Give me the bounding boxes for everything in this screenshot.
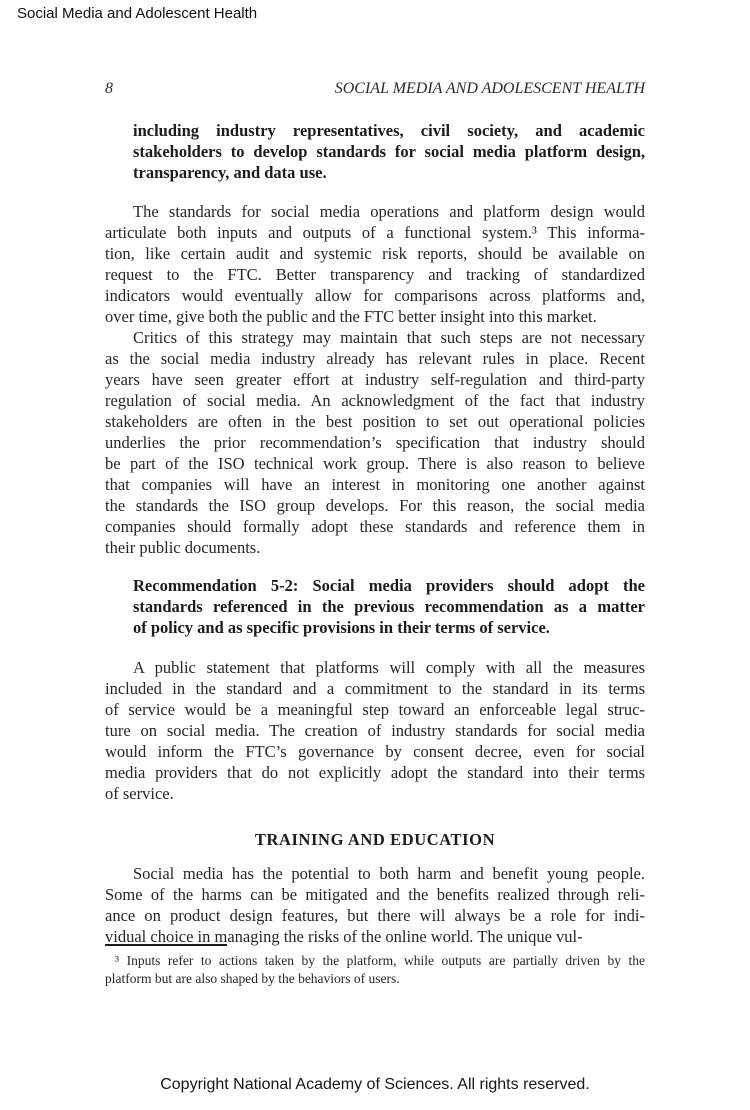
text-line: articulate both inputs and outputs of a functional system.³ This informa- — [105, 223, 645, 242]
recommendation-5-2 — [133, 575, 645, 638]
text-line: over time, give both the public and the FTC better insight into this market. — [105, 307, 597, 326]
text-line: would inform the FTC’s governance by consent decree, even for social — [105, 742, 645, 761]
section-heading-training-and-education: TRAINING AND EDUCATION — [254, 830, 496, 849]
page-number: 8 — [105, 80, 113, 97]
text-line: as the social media industry already has relevant rules in place. Recent — [105, 349, 645, 368]
text-line: transparency, and data use. — [133, 163, 327, 182]
text-line: vidual choice in managing the risks of the online world. The unique vul- — [105, 927, 583, 946]
text-line: tion, like certain audit and systemic risk reports, should be available on — [105, 244, 645, 263]
copyright-notice: Copyright National Academy of Sciences. All rights reserved. — [160, 1076, 590, 1093]
text-line: A public statement that platforms will comply with all the measures — [133, 658, 645, 677]
text-line: stakeholders are often in the best position to set out operational policies — [105, 412, 645, 431]
text-line: underlies the prior recommendation’s specification that industry should — [105, 433, 645, 452]
text-line: of service would be a meaningful step toward an enforceable legal struc- — [105, 700, 645, 719]
text-line: years have seen greater effort at industry self-regulation and third-party — [105, 370, 645, 389]
text-line: that companies will have an interest in monitoring one another against — [105, 475, 645, 494]
text-line: The standards for social media operations and platform design would — [133, 202, 645, 221]
text-line: media providers that do not explicitly adopt the standard into their terms — [105, 763, 645, 782]
text-line: of policy and as specific provisions in their terms of service. — [133, 618, 550, 637]
footnote-separator-rule — [105, 944, 227, 946]
text-line: their public documents. — [105, 538, 261, 557]
text-line: stakeholders to develop standards for social media platform design, — [133, 142, 645, 161]
text-line: ³ Inputs refer to actions taken by the platform, while outputs are partially driven by the — [115, 953, 645, 968]
pdf-title-label: Social Media and Adolescent Health — [17, 5, 258, 22]
running-head — [105, 80, 645, 98]
running-head-title: SOCIAL MEDIA AND ADOLESCENT HEALTH — [334, 80, 645, 97]
footnote-3 — [105, 952, 645, 988]
paragraph-public-statement — [105, 657, 645, 804]
text-line: the standards the ISO group develops. For this reason, the social media — [105, 496, 645, 515]
paragraph-standards — [105, 201, 645, 327]
page-body — [105, 120, 645, 947]
footnote-area — [105, 944, 645, 988]
text-line: ance on product design features, but there will always be a role for indi- — [105, 906, 645, 925]
text-line: be part of the ISO technical work group. There is also reason to believe — [105, 454, 645, 473]
text-line: Social media has the potential to both harm and benefit young people. — [133, 864, 645, 883]
text-line: request to the FTC. Better transparency and tracking of standardized — [105, 265, 645, 284]
text-line: Some of the harms can be mitigated and the benefits realized through reli- — [105, 885, 645, 904]
text-line: including industry representatives, civil society, and academic — [133, 121, 645, 140]
paragraph-critics — [105, 327, 645, 558]
text-line: Recommendation 5-2: Social media providers should adopt the — [133, 576, 645, 595]
text-line: indicators would eventually allow for comparisons across platforms and, — [105, 286, 645, 305]
text-line: of service. — [105, 784, 174, 803]
text-line: standards referenced in the previous recommendation as a matter — [133, 597, 645, 616]
text-line: ture on social media. The creation of industry standards for social media — [105, 721, 645, 740]
text-line: included in the standard and a commitment to the standard in its terms — [105, 679, 645, 698]
paragraph-training-intro — [105, 863, 645, 947]
text-line: Critics of this strategy may maintain that such steps are not necessary — [133, 328, 645, 347]
text-line: platform but are also shaped by the behaviors of users. — [105, 971, 400, 986]
text-line: regulation of social media. An acknowledgment of the fact that industry — [105, 391, 645, 410]
recommendation-5-1-continuation — [133, 120, 645, 183]
text-line: companies should formally adopt these standards and reference them in — [105, 517, 645, 536]
